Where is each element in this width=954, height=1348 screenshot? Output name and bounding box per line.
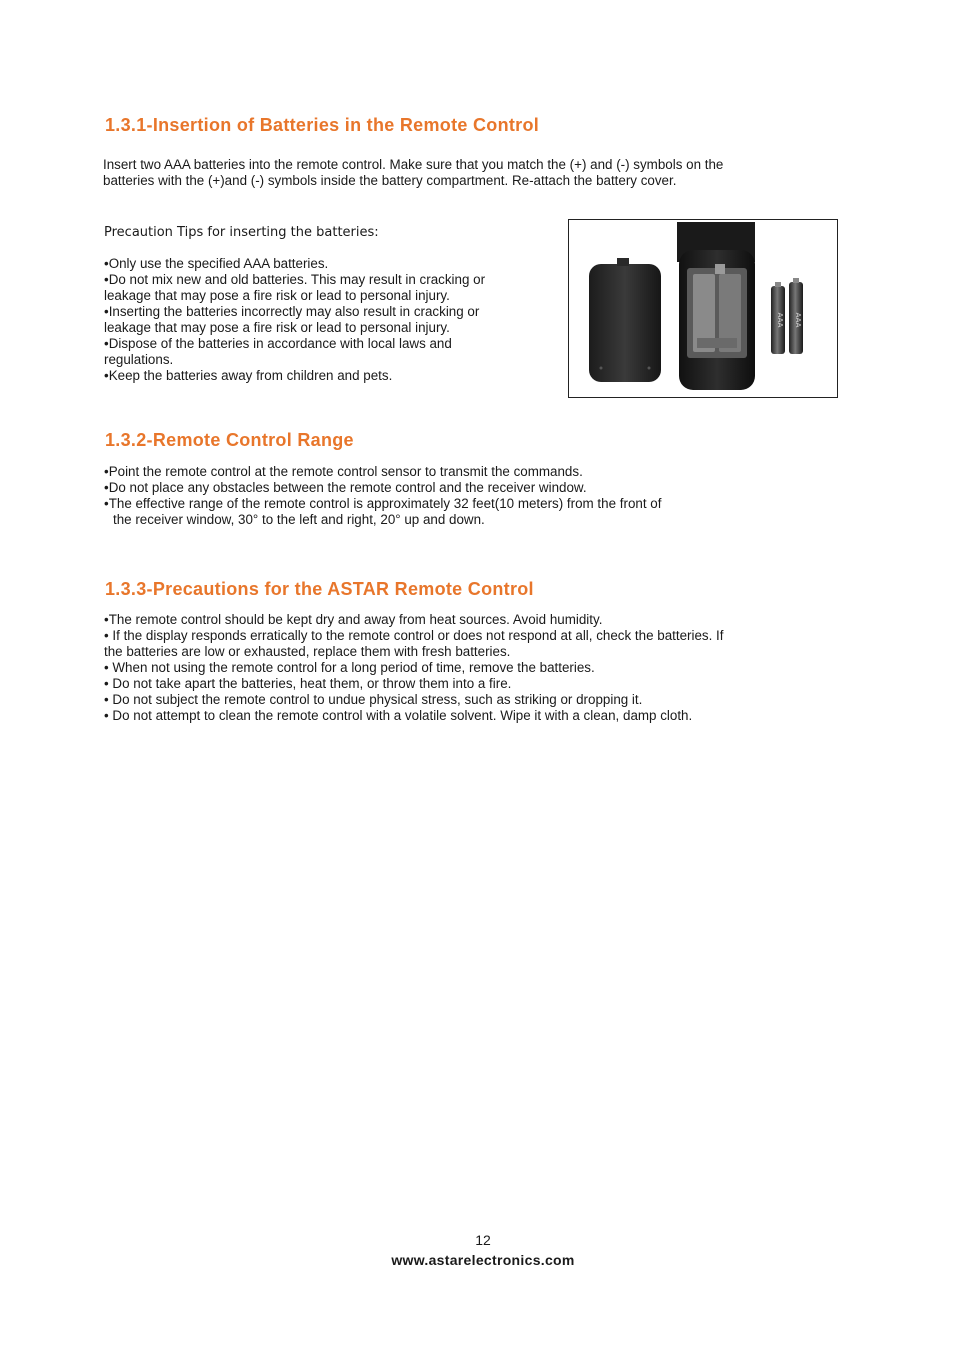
- list-item: •Only use the specified AAA batteries.: [104, 256, 329, 271]
- list-item: • If the display responds erratically to the remote control or does not respond at all, check the batteries. If: [104, 628, 724, 643]
- list-item: the batteries are low or exhausted, replace them with fresh batteries.: [104, 644, 511, 659]
- list-item: •Inserting the batteries incorrectly may also result in cracking or: [104, 304, 480, 319]
- list-item: •Point the remote control at the remote control sensor to transmit the commands.: [104, 464, 583, 479]
- page-number: 12: [475, 1232, 491, 1248]
- list-item: the receiver window, 30° to the left and right, 20° up and down.: [113, 512, 485, 527]
- remote-control-image: [677, 222, 755, 390]
- list-item: •Dispose of the batteries in accordance with local laws and: [104, 336, 452, 351]
- list-item: •Do not mix new and old batteries. This may result in cracking or: [104, 272, 486, 287]
- list-item: • Do not subject the remote control to undue physical stress, such as striking or dropping it.: [104, 692, 643, 707]
- list-item: leakage that may pose a fire risk or lead to personal injury.: [104, 320, 450, 335]
- remote-range-list: [104, 464, 661, 528]
- section-title-remote-range: 1.3.2-Remote Control Range: [105, 430, 354, 450]
- list-item: •Do not place any obstacles between the remote control and the receiver window.: [104, 480, 587, 495]
- precaution-tips-list: [104, 256, 485, 384]
- list-item: regulations.: [104, 352, 174, 367]
- footer-website-link[interactable]: www.astarelectronics.com: [391, 1252, 575, 1268]
- battery-cover-image: [589, 258, 661, 382]
- list-item: • Do not take apart the batteries, heat them, or throw them into a fire.: [104, 676, 512, 691]
- remote-battery-photo: [568, 219, 838, 398]
- text-line: Insert two AAA batteries into the remote control. Make sure that you match the (+) and (-) symbols on the: [103, 157, 724, 172]
- battery-label: AAA: [776, 312, 784, 328]
- list-item: •The remote control should be kept dry and away from heat sources. Avoid humidity.: [104, 612, 603, 627]
- precaution-tips-title: Precaution Tips for inserting the batteries:: [104, 225, 379, 240]
- text-line: batteries with the (+)and (-) symbols inside the battery compartment. Re-attach the battery cover.: [103, 173, 677, 188]
- section-title-remote-precautions: 1.3.3-Precautions for the ASTAR Remote Control: [105, 579, 534, 599]
- list-item: • When not using the remote control for a long period of time, remove the batteries.: [104, 660, 595, 675]
- list-item: •Keep the batteries away from children and pets.: [104, 368, 393, 383]
- remote-precautions-list: [104, 612, 724, 724]
- list-item: • Do not attempt to clean the remote control with a volatile solvent. Wipe it with a clean, damp cloth.: [104, 708, 693, 723]
- list-item: leakage that may pose a fire risk or lead to personal injury.: [104, 288, 450, 303]
- list-item: •The effective range of the remote control is approximately 32 feet(10 meters) from the front of: [104, 496, 662, 511]
- battery-label: AAA: [794, 312, 802, 328]
- battery-insertion-intro: [103, 157, 723, 189]
- section-title-battery-insertion: 1.3.1-Insertion of Batteries in the Remote Control: [105, 115, 540, 135]
- aaa-battery-icon: [771, 278, 803, 354]
